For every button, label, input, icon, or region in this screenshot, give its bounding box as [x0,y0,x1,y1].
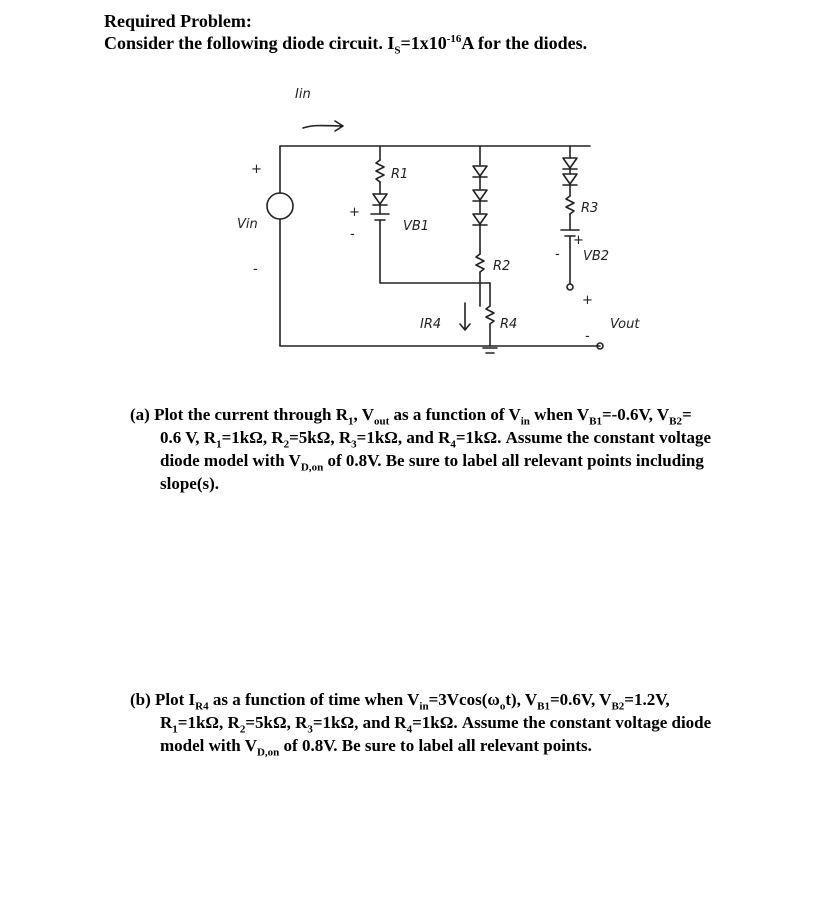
qb-l2-sub-1: 1 [172,723,178,736]
r2-resistor [476,254,484,272]
vin-source-symbol [267,193,293,219]
question-b-line-2 [130,711,790,734]
label-vb1-plus: + [349,205,360,220]
qb-l2-text-2: =1kΩ, R [177,713,240,732]
vout-terminal-top [567,284,573,290]
diode-d2 [473,166,487,177]
label-plus-src: + [251,162,262,177]
qa-l3-sub: D,on [300,461,324,474]
qb-l2-sub-2: 2 [239,723,246,736]
label-iin: Iin [295,87,311,102]
qb-sub-4: B1 [537,700,550,713]
qb-l2-text-4: =1kΩ, and R [312,713,407,732]
diode-d5 [563,158,577,169]
statement-exp: -16 [446,33,462,45]
qa-l2-sub-1: 1 [216,438,222,451]
question-a-line-2 [130,426,790,449]
qb-l2-text-3: =5kΩ, R [245,713,308,732]
qb-text-5: =0.6V, V [549,690,612,709]
diode-d1 [373,194,387,205]
label-r2: R2 [493,259,511,274]
circuit-diagram [225,78,665,378]
label-ir4: IR4 [420,317,442,332]
qa-l2-text-4: =1kΩ, and R [356,428,451,447]
label-vb2-plus: + [573,233,584,248]
qb-l2-sub-3: 3 [307,723,313,736]
qb-l3-text-2: of 0.8V. Be sure to label all relevant points. [279,736,592,755]
label-r1: R1 [391,167,409,182]
qa-text-2: , V [353,405,374,424]
label-minus-src: - [253,262,258,277]
qa-sub-1: 1 [348,415,354,428]
question-a [130,403,790,495]
problem-title: Required Problem: [104,11,252,31]
qb-sub-3: o [499,700,506,713]
question-b-line-1 [130,688,790,711]
r4-resistor [486,306,494,324]
qb-text-2: as a function of time when V [208,690,420,709]
question-a-line-1 [130,403,790,426]
qa-l3-text-1: diode model with V [160,451,301,470]
statement-sub: S [394,44,401,57]
qa-l2-sub-4: 4 [450,438,456,451]
diode-d6 [563,174,577,185]
qb-text-6: =1.2V, [624,690,670,709]
qa-l2-text-2: =1kΩ, R [221,428,284,447]
qb-l2-sub-4: 4 [406,723,413,736]
diode-d3 [473,190,487,201]
qb-l2-text-1: R [160,713,173,732]
ground-mark [483,348,497,353]
qa-l2-text-1: 0.6 V, R [160,428,217,447]
qa-l2-sub-2: 2 [283,438,290,451]
label-vb1: VB1 [403,219,430,234]
question-a-line-3 [130,449,790,472]
label-r4: R4 [500,317,518,332]
qb-l2-text-5: =1kΩ. Assume the constant voltage diode [412,713,712,732]
iin-arrow [303,121,343,131]
statement-text: Consider the following diode circuit. I [104,33,395,53]
label-vb2-minus: - [555,247,560,262]
qa-l2-sub-3: 3 [351,438,357,451]
diode-d4 [473,214,487,225]
qa-sub-3: in [520,415,530,428]
statement-suffix: A for the diodes. [461,33,588,53]
label-vb2: VB2 [583,249,610,264]
qb-l3-text-1: model with V [160,736,257,755]
statement-eq: =1x10 [400,33,447,53]
circuit-svg [225,78,665,378]
qa-text-6: = [681,405,692,424]
qb-sub-5: B2 [611,700,625,713]
qa-text-5: =-0.6V, V [601,405,670,424]
qa-text-4: when V [529,405,590,424]
qb-l3-sub: D,on [256,746,280,759]
qb-sub-1: R4 [195,700,209,713]
label-vb1-minus: - [350,227,355,242]
question-b-line-3 [130,734,790,757]
problem-statement [104,32,588,57]
label-r3: R3 [581,201,599,216]
qb-text-3: =3Vcos(ω [428,690,500,709]
qa-l2-text-5: =1kΩ. Assume the constant voltage [455,428,712,447]
vb1-battery [371,214,389,220]
r1-resistor [376,160,384,182]
branch1-wire-4 [380,220,490,283]
qa-sub-5: B2 [669,415,682,428]
label-vout-minus: - [585,329,590,344]
qa-text-3: as a function of V [389,405,521,424]
qb-text-4: t), V [505,690,538,709]
qa-text-1: (a) Plot the current through R [130,405,348,424]
label-vout: Vout [610,317,640,332]
question-a-line-4: slope(s). [160,474,220,493]
question-b [130,688,790,757]
qa-l2-text-3: =5kΩ, R [289,428,352,447]
ir4-arrow [460,303,470,330]
label-vin: Vin [237,217,258,232]
r3-resistor [566,196,574,214]
problem-header [104,10,588,57]
qa-l3-text-2: of 0.8V. Be sure to label all relevant points including [323,451,704,470]
qb-sub-2: in [419,700,429,713]
qa-sub-2: out [373,415,390,428]
label-vout-plus: + [582,293,593,308]
qa-sub-4: B1 [589,415,602,428]
qb-text-1: (b) Plot I [130,690,196,709]
